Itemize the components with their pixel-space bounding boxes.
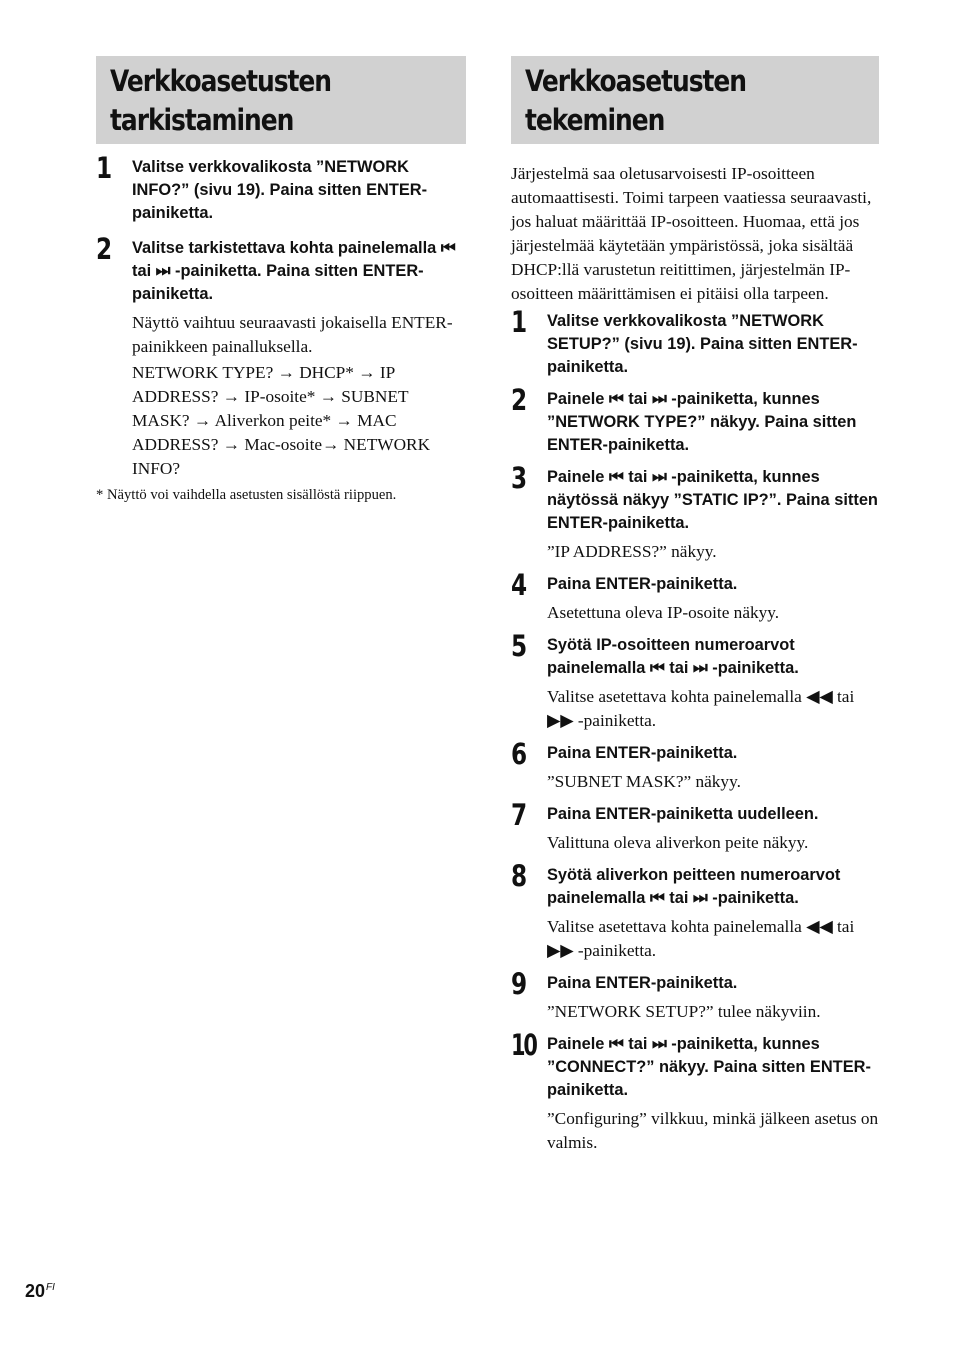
right-step-2-number: 2 [511,383,528,417]
right-step-9-number: 9 [511,967,528,1001]
left-step-1 [96,151,466,225]
right-step-10-number: 10 [511,1028,536,1062]
intro-paragraph: Järjestelmä saa oletusarvoisesti IP-osoitteen automaattisesti. Toimi tarpeen vaatiessa seuraavasti, jos haluat määrittää IP-osoitteen. Huomaa, että jos järjestelmää käytetään ympäristössä, joka sisältää DHCP:llä varustetun reitittimen, järjestelmän IP-osoitteen määrittämisen ei pitäisi olla tarpeen. [511,164,872,303]
right-column [511,56,879,1155]
right-step-10-body: ”Configuring” vilkkuu, minkä jälkeen asetus on valmis. [547,1109,879,1152]
page-number-value: 20 [25,1281,46,1301]
page-number [25,1281,55,1302]
right-step-9 [511,967,879,1024]
right-step-5-title: Syötä IP-osoitteen numeroarvot painelemalla ⏮ tai ⏭ -painiketta. [547,636,799,677]
right-step-6-body: ”SUBNET MASK?” näkyy. [547,772,741,791]
right-section-header [511,56,879,144]
right-step-10-title: Painele ⏮ tai ⏭ -painiketta, kunnes ”CONNECT?” näkyy. Paina sitten ENTER-painiketta. [547,1035,871,1099]
right-step-6-title: Paina ENTER-painiketta. [547,744,738,762]
right-step-3-title: Painele ⏮ tai ⏭ -painiketta, kunnes näytössä näkyy ”STATIC IP?”. Paina sitten ENTER-painiketta. [547,468,878,532]
right-step-4-number: 4 [511,568,528,602]
left-step-1-title: Valitse verkkovalikosta ”NETWORK INFO?” (sivu 19). Paina sitten ENTER-painiketta. [132,158,428,222]
left-step-2-sequence: NETWORK TYPE? → DHCP* → IP ADDRESS? → IP-osoite* → SUBNET MASK? → Aliverkon peite* → MAC ADDRESS? → Mac-osoite→ NETWORK INFO? [132,363,431,478]
right-step-3-body: ”IP ADDRESS?” näkyy. [547,542,717,561]
right-section-title: Verkkoasetusten tekeminen [525,64,747,137]
right-step-5-body: Valitse asetettava kohta painelemalla ◀◀ tai ▶▶ -painiketta. [547,687,855,730]
right-step-5 [511,629,879,733]
left-step-2-title: Valitse tarkistettava kohta painelemalla ⏮ tai ⏭ -painiketta. Paina sitten ENTER-painiketta. [132,239,456,303]
right-step-8-number: 8 [511,859,528,893]
right-step-8-title: Syötä aliverkon peitteen numeroarvot painelemalla ⏮ tai ⏭ -painiketta. [547,866,841,907]
left-step-2-body [132,311,466,481]
right-step-3 [511,461,879,564]
right-step-4-body: Asetettuna oleva IP-osoite näkyy. [547,603,780,622]
right-step-5-number: 5 [511,629,528,663]
right-step-1 [511,305,879,379]
right-steps-list [511,305,879,1155]
left-step-2 [96,232,466,481]
left-step-2-number: 2 [96,232,113,266]
left-section-title: Verkkoasetusten tarkistaminen [110,64,332,137]
right-step-4-title: Paina ENTER-painiketta. [547,575,738,593]
page-number-suffix: FI [46,1282,55,1293]
right-step-2-title: Painele ⏮ tai ⏭ -painiketta, kunnes ”NETWORK TYPE?” näkyy. Paina sitten ENTER-painiketta. [547,390,857,454]
right-step-7-body: Valittuna oleva aliverkon peite näkyy. [547,833,809,852]
right-step-6-number: 6 [511,737,528,771]
footnote: * Näyttö voi vaihdella asetusten sisällöstä riippuen. [96,487,397,503]
right-step-7-number: 7 [511,798,528,832]
right-step-6 [511,737,879,794]
right-step-8-body: Valitse asetettava kohta painelemalla ◀◀ tai ▶▶ -painiketta. [547,917,855,960]
right-step-1-title: Valitse verkkovalikosta ”NETWORK SETUP?” (sivu 19). Paina sitten ENTER-painiketta. [547,312,858,376]
right-step-7 [511,798,879,855]
right-step-9-body: ”NETWORK SETUP?” tulee näkyviin. [547,1002,821,1021]
right-step-3-number: 3 [511,461,528,495]
left-section-header [96,56,466,144]
right-step-1-number: 1 [511,305,528,339]
right-step-9-title: Paina ENTER-painiketta. [547,974,738,992]
right-step-4 [511,568,879,625]
left-column [96,56,466,505]
right-step-8 [511,859,879,963]
right-step-7-title: Paina ENTER-painiketta uudelleen. [547,805,819,823]
left-step-1-number: 1 [96,151,113,185]
left-step-2-body-text: Näyttö vaihtuu seuraavasti jokaisella ENTER-painikkeen painalluksella. [132,313,453,356]
right-step-2 [511,383,879,457]
right-step-10 [511,1028,879,1155]
